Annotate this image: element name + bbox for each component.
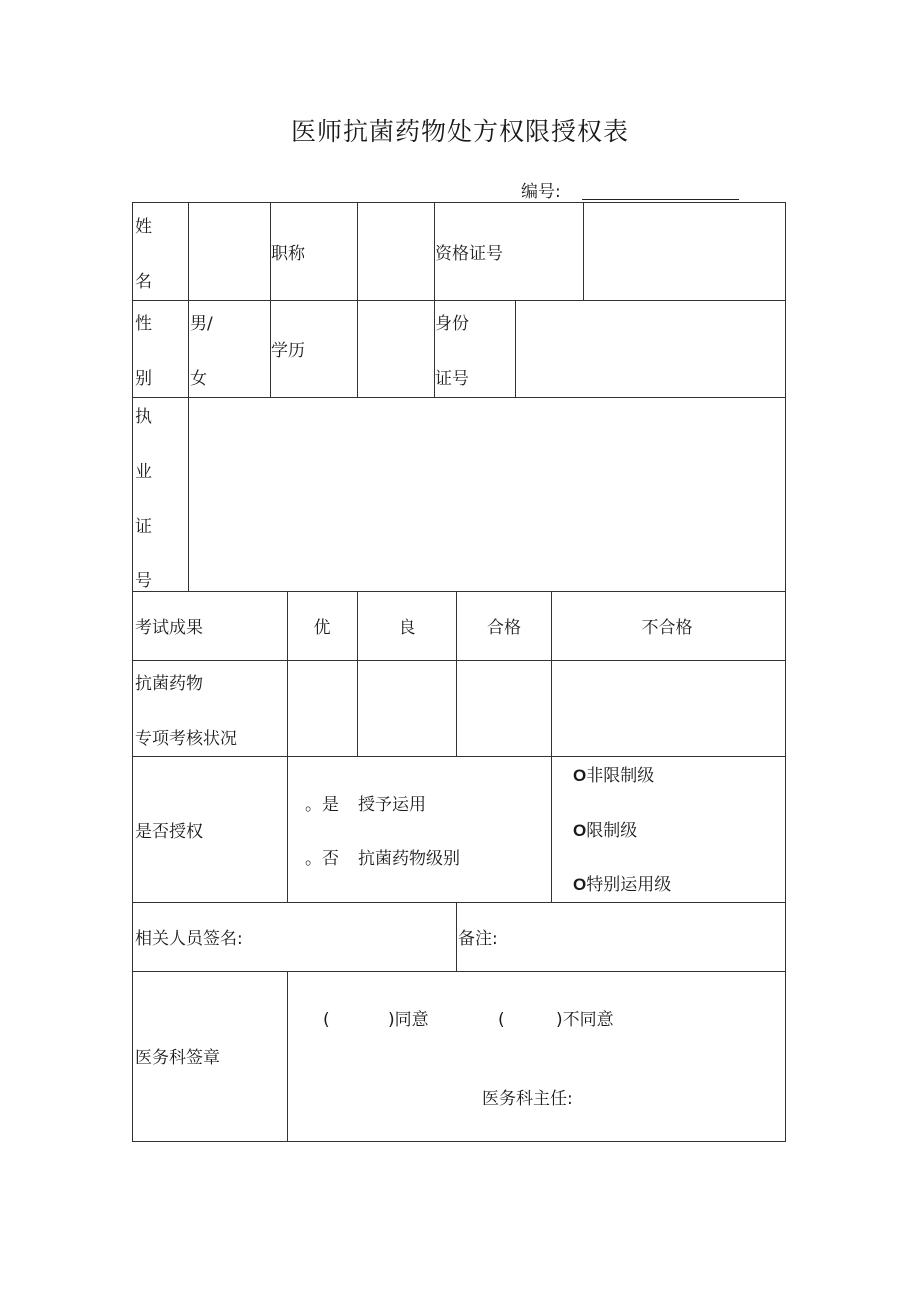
- page-title: 医师抗菌药物处方权限授权表: [290, 117, 629, 146]
- assessment-fail-cell[interactable]: [552, 661, 784, 756]
- name-label-char: 名: [135, 272, 152, 292]
- license-number-field[interactable]: [189, 398, 784, 591]
- education-label: 学历: [271, 341, 305, 361]
- authorize-label: 是否授权: [135, 822, 203, 842]
- radio-circle-icon: O: [573, 875, 587, 894]
- remark-label: 备注:: [458, 929, 498, 949]
- level-option-restricted[interactable]: O限制级: [573, 821, 638, 841]
- row-divider: [133, 591, 785, 592]
- grant-level-label: 抗菌药物级别: [358, 849, 460, 869]
- grade-excellent: 优: [313, 618, 331, 638]
- serial-number-label: 编号:: [521, 182, 561, 202]
- gender-option-female[interactable]: 女: [190, 369, 207, 389]
- agree-paren-open[interactable]: (: [323, 1010, 330, 1030]
- level-option-special[interactable]: O特别运用级: [573, 875, 672, 895]
- name-label-char: 姓: [135, 217, 152, 237]
- id-number-field[interactable]: [516, 301, 784, 397]
- gender-option-male[interactable]: 男/: [190, 314, 213, 334]
- gender-label-char: 别: [135, 369, 152, 389]
- grade-good: 良: [398, 618, 416, 638]
- col-divider: [287, 971, 288, 1142]
- director-signature-label: 医务科主任:: [482, 1089, 573, 1109]
- license-label-char: 号: [135, 571, 152, 591]
- row-divider: [133, 971, 785, 972]
- assessment-good-cell[interactable]: [358, 661, 456, 756]
- serial-number-field[interactable]: [582, 199, 739, 200]
- row-divider: [133, 756, 785, 757]
- staff-signature-label: 相关人员签名:: [135, 929, 243, 949]
- level-option-unrestricted[interactable]: O非限制级: [573, 766, 655, 786]
- name-field[interactable]: [189, 203, 270, 300]
- authorize-no-option[interactable]: 。否: [305, 849, 339, 869]
- col-divider: [188, 300, 189, 397]
- title-field[interactable]: [358, 203, 434, 300]
- cert-number-label: 资格证号: [435, 244, 503, 264]
- assessment-pass-cell[interactable]: [457, 661, 551, 756]
- license-label-char: 证: [135, 517, 152, 537]
- medical-dept-seal-label: 医务科签章: [135, 1048, 220, 1068]
- id-number-label: 证号: [435, 369, 469, 389]
- assessment-label: 专项考核状况: [135, 729, 237, 749]
- education-field[interactable]: [358, 301, 434, 397]
- agree-option[interactable]: )同意: [388, 1010, 429, 1030]
- col-divider: [456, 902, 457, 971]
- assessment-label: 抗菌药物: [135, 674, 203, 694]
- grade-pass: 合格: [487, 618, 521, 638]
- gender-label-char: 性: [135, 314, 152, 334]
- authorization-form: [132, 202, 786, 1142]
- id-number-label: 身份: [435, 314, 469, 334]
- row-divider: [133, 902, 785, 903]
- disagree-paren-open[interactable]: (: [498, 1010, 505, 1030]
- radio-circle-icon: O: [573, 766, 587, 785]
- disagree-option[interactable]: )不同意: [556, 1010, 614, 1030]
- license-label-char: 执: [135, 407, 152, 427]
- assessment-excellent-cell[interactable]: [288, 661, 357, 756]
- cert-number-field[interactable]: [584, 203, 784, 300]
- title-label: 职称: [271, 244, 305, 264]
- radio-circle-icon: O: [573, 821, 587, 840]
- license-label-char: 业: [135, 462, 152, 482]
- exam-result-label: 考试成果: [135, 618, 203, 638]
- grade-fail: 不合格: [641, 618, 693, 638]
- grant-level-label: 授予运用: [358, 795, 426, 815]
- authorize-yes-option[interactable]: 。是: [305, 795, 339, 815]
